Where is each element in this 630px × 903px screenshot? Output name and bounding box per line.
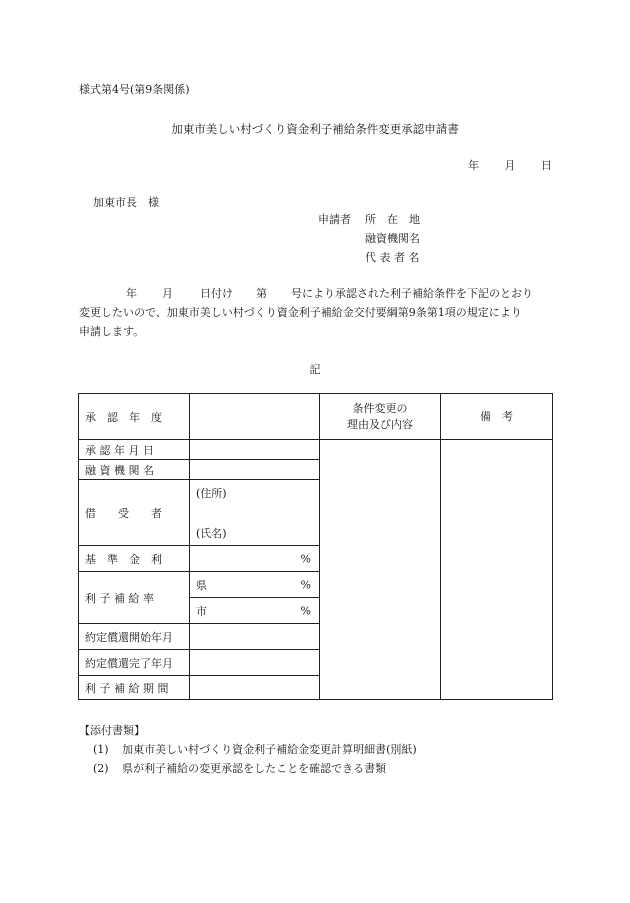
remarks-header: 備 考 (441, 394, 553, 440)
attachment-text: 加東市美しい村づくり資金利子補給金変更計算明細書(別紙) (122, 743, 417, 756)
approval-year-label: 承 認 年 度 (79, 394, 190, 440)
repay-end-label: 約定償還完了年月 (79, 650, 190, 676)
form-number: 様式第4号(第9条関係) (79, 83, 190, 96)
application-table (78, 393, 553, 700)
attachment-text: 県が利子補給の変更承認をしたことを確認できる書類 (122, 762, 387, 775)
base-rate-value[interactable] (190, 546, 320, 572)
body-line-2: 変更したいので、加東市美しい村づくり資金利子補給金交付要綱第9条第1項の規定により (79, 306, 522, 319)
borrower-name-label: (氏名) (196, 526, 227, 540)
date-month-label: 月 (504, 159, 516, 172)
borrower-value[interactable] (190, 480, 320, 546)
attachment-number: (2) (93, 762, 109, 775)
applicant-institution-label: 融資機関名 (365, 232, 420, 245)
approval-date-label: 承 認 年 月 日 (79, 440, 190, 460)
document-title: 加東市美しい村づくり資金利子補給条件変更承認申請書 (171, 122, 459, 136)
city-label: 市 (196, 604, 207, 618)
base-rate-label: 基 準 金 利 (79, 546, 190, 572)
borrower-address-label: (住所) (196, 486, 227, 500)
prefecture-label: 県 (196, 578, 207, 592)
attachment-number: (1) (93, 743, 109, 756)
repay-start-value[interactable] (190, 624, 320, 650)
city-percent: % (300, 604, 311, 617)
base-rate-percent: % (300, 552, 311, 565)
date-year-label: 年 (468, 159, 479, 172)
repay-end-value[interactable] (190, 650, 320, 676)
prefecture-percent: % (300, 578, 311, 591)
institution-value[interactable] (190, 460, 320, 480)
subsidy-period-label: 利 子 補 給 期 間 (79, 676, 190, 700)
date-day-label: 日 (541, 159, 552, 172)
borrower-label: 借 受 者 (79, 480, 190, 546)
change-reason-cell[interactable] (320, 440, 441, 700)
attachment-item (93, 760, 386, 776)
date-line (468, 157, 552, 173)
applicant-representative-label: 代 表 者 名 (365, 251, 420, 264)
attachment-item (93, 741, 417, 757)
attachments-heading: 【添付書類】 (79, 724, 145, 737)
subsidy-rate-prefecture[interactable] (190, 572, 320, 598)
institution-label: 融 資 機 関 名 (79, 460, 190, 480)
subsidy-period-value[interactable] (190, 676, 320, 700)
ki-label: 記 (309, 363, 321, 376)
approval-date-value[interactable] (190, 440, 320, 460)
subsidy-rate-label: 利 子 補 給 率 (79, 572, 190, 624)
applicant-label: 申請者 (318, 213, 351, 226)
addressee: 加東市長 様 (93, 196, 159, 209)
remarks-cell[interactable] (441, 440, 553, 700)
change-reason-header: 条件変更の 理由及び内容 (320, 394, 441, 440)
approval-year-value[interactable] (190, 394, 320, 440)
subsidy-rate-city[interactable] (190, 598, 320, 624)
body-line-3: 申請します。 (79, 325, 145, 338)
repay-start-label: 約定償還開始年月 (79, 624, 190, 650)
applicant-address-label: 所 在 地 (365, 213, 420, 226)
